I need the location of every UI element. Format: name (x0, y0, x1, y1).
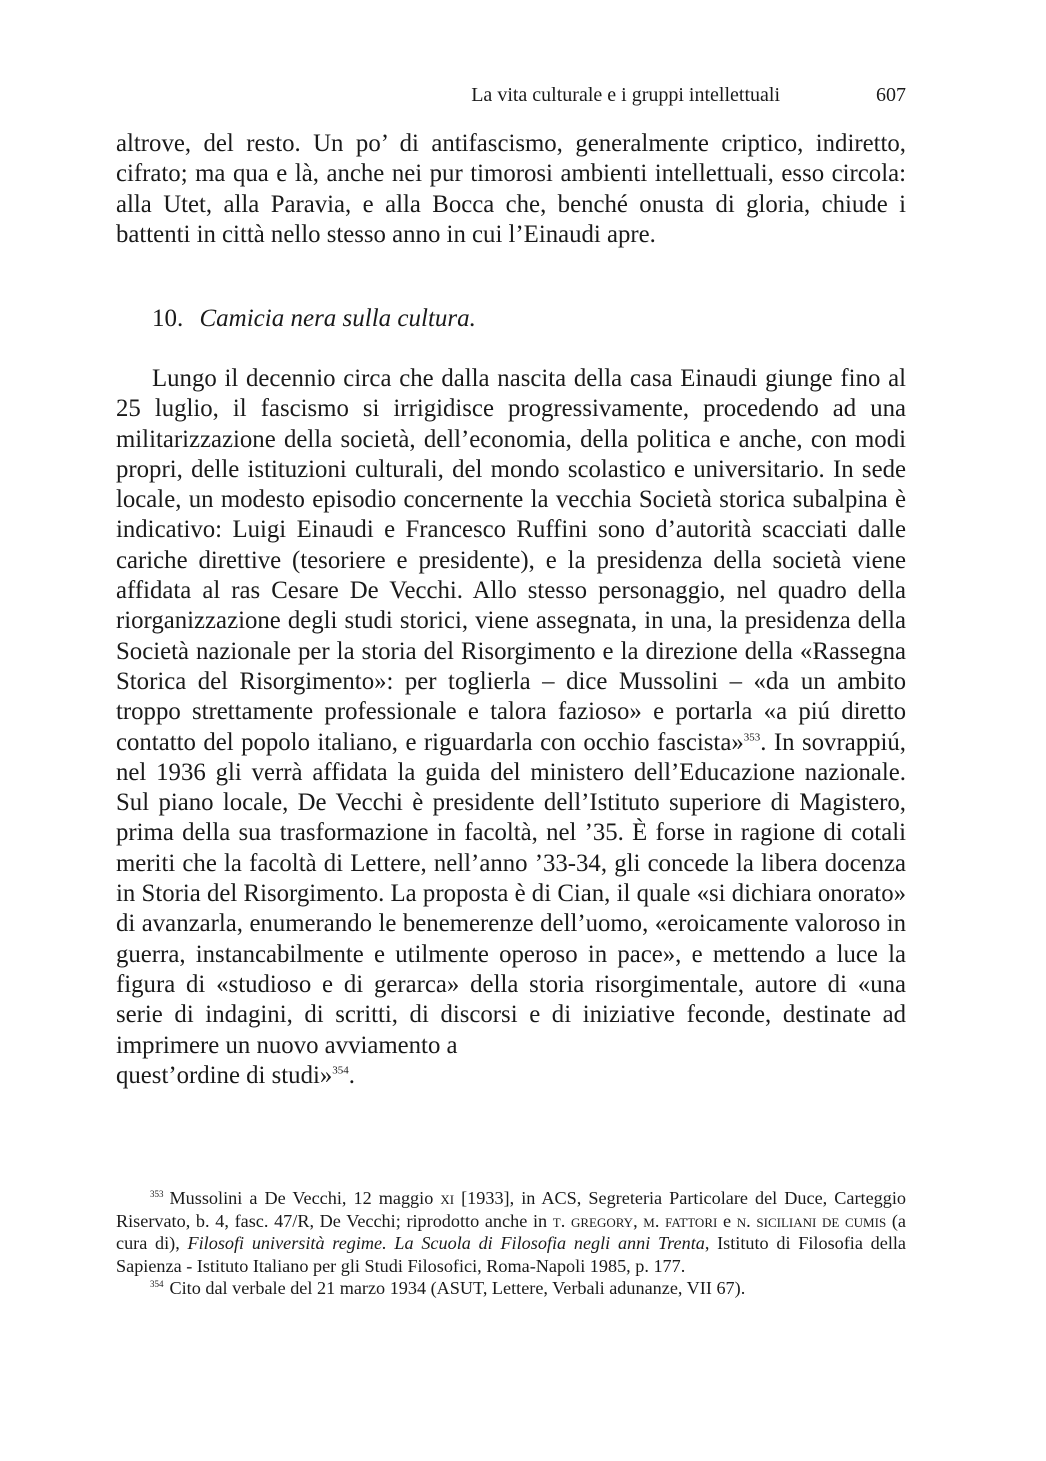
footnote-author-smallcaps: t. gregory, m. fattori (552, 1210, 718, 1231)
section-number: 10. (152, 305, 184, 332)
footnote-text: [1933], in ACS, Segreteria Particolare del Duce, Carteggio Riservato, b. 4, fasc. 47/R, De Vecchi; riprodotto anche in (116, 1188, 906, 1231)
footnote-author-smallcaps: n. siciliani de cumis (736, 1210, 887, 1231)
main-paragraph-end: . (348, 1061, 355, 1089)
footnote-ref-353[interactable]: 353 (743, 731, 761, 744)
footnote-text: (a cura di), (116, 1210, 906, 1253)
footnote-text: , Istituto di Filosofia della Sapienza - Istituto Italiano per gli Studi Filosofici, Roma-Napoli 1985, p. 177. (116, 1233, 906, 1276)
section-title: Camicia nera sulla cultura. (199, 305, 476, 332)
section-heading (152, 305, 476, 333)
footnote-353 (116, 1187, 906, 1277)
running-head (116, 84, 906, 112)
footnote-text: Mussolini a De Vecchi, 12 maggio (169, 1188, 441, 1208)
footnote-book-title: Filosofi università regime. La Scuola di Filosofia negli anni Trenta (187, 1233, 705, 1253)
footnote-text: e (717, 1210, 737, 1231)
footnote-marker: 353 (150, 1188, 164, 1199)
main-paragraph-text-1: Lungo il decennio circa che dalla nascita della casa Einaudi giunge fino al 25 luglio, il fascismo si irrigidisce progressivamente, procedendo ad una militarizzazione della società, dell’economia, della politica e anche, con modi propri, delle istituzioni culturali, del mondo scolastico e universitario. In sede locale, un modesto episodio concernente la vecchia Società storica subalpina è indicativo: Luigi Einaudi e Francesco Ruffini sono d’autorità scacciati dalle cariche direttive (tesoriere e presidente), e la presidenza della società viene affidata al ras Cesare De Vecchi. Allo stesso personaggio, nel quadro della riorganizzazione degli studi storici, viene assegnata, in una, la presidenza della Società nazionale per la storia del Risorgimento e la direzione della «Rassegna Storica del Risorgimento»: per toglierla – dice Mussolini – «da un ambito troppo strettamente professionale e talora fazioso» e portarla «a piú diretto contatto del popolo italiano, e riguardarla con occhio fascista» (116, 365, 906, 756)
continued-paragraph: altrove, del resto. Un po’ di antifascismo, generalmente criptico, indiretto, cifrato; ma qua e là, anche nei pur timorosi ambienti intellettuali, esso circola: alla Utet, alla Paravia, e alla Bocca che, benché onusta di gloria, chiude i battenti in città nello stesso anno in cui l’Einaudi apre. (116, 130, 906, 248)
footnote-ref-354[interactable]: 354 (332, 1064, 349, 1077)
main-paragraph-last-line: quest’ordine di studi» (116, 1061, 333, 1089)
footnote-marker: 354 (150, 1278, 164, 1289)
page-number: 607 (876, 84, 906, 106)
main-paragraph (116, 364, 906, 1091)
footnote-text: Cito dal verbale del 21 marzo 1934 (ASUT, Lettere, Verbali adunanze, VII 67). (169, 1278, 746, 1298)
main-paragraph-text-2: . In sovrappiú, nel 1936 gli verrà affidata la guida del ministero dell’Educazione nazionale. Sul piano locale, De Vecchi è presidente dell’Istituto superiore di Magistero, prima della sua trasformazione in facoltà, nel ’35. È forse in ragione di cotali meriti che la facoltà di Lettere, nell’anno ’33-34, gli concede la libera docenza in Storia del Risorgimento. La proposta è di Cian, il quale «si dichiara onorato» di avanzarla, enumerando le benemerenze dell’uomo, «eroicamente valoroso in guerra, instancabilmente e utilmente operoso in pace», e mettendo a luce la figura di «studioso e di gerarca» della storia risorgimentale, autore di «una serie di indagini, di scritti, di discorsi e di iniziative feconde, destinate ad imprimere un nuovo avviamento a (116, 728, 907, 1059)
footnotes (116, 1187, 906, 1300)
footnote-text-smallcaps: xi (440, 1188, 455, 1208)
running-title: La vita culturale e i gruppi intellettuali (471, 84, 780, 106)
footnote-354 (116, 1277, 906, 1300)
